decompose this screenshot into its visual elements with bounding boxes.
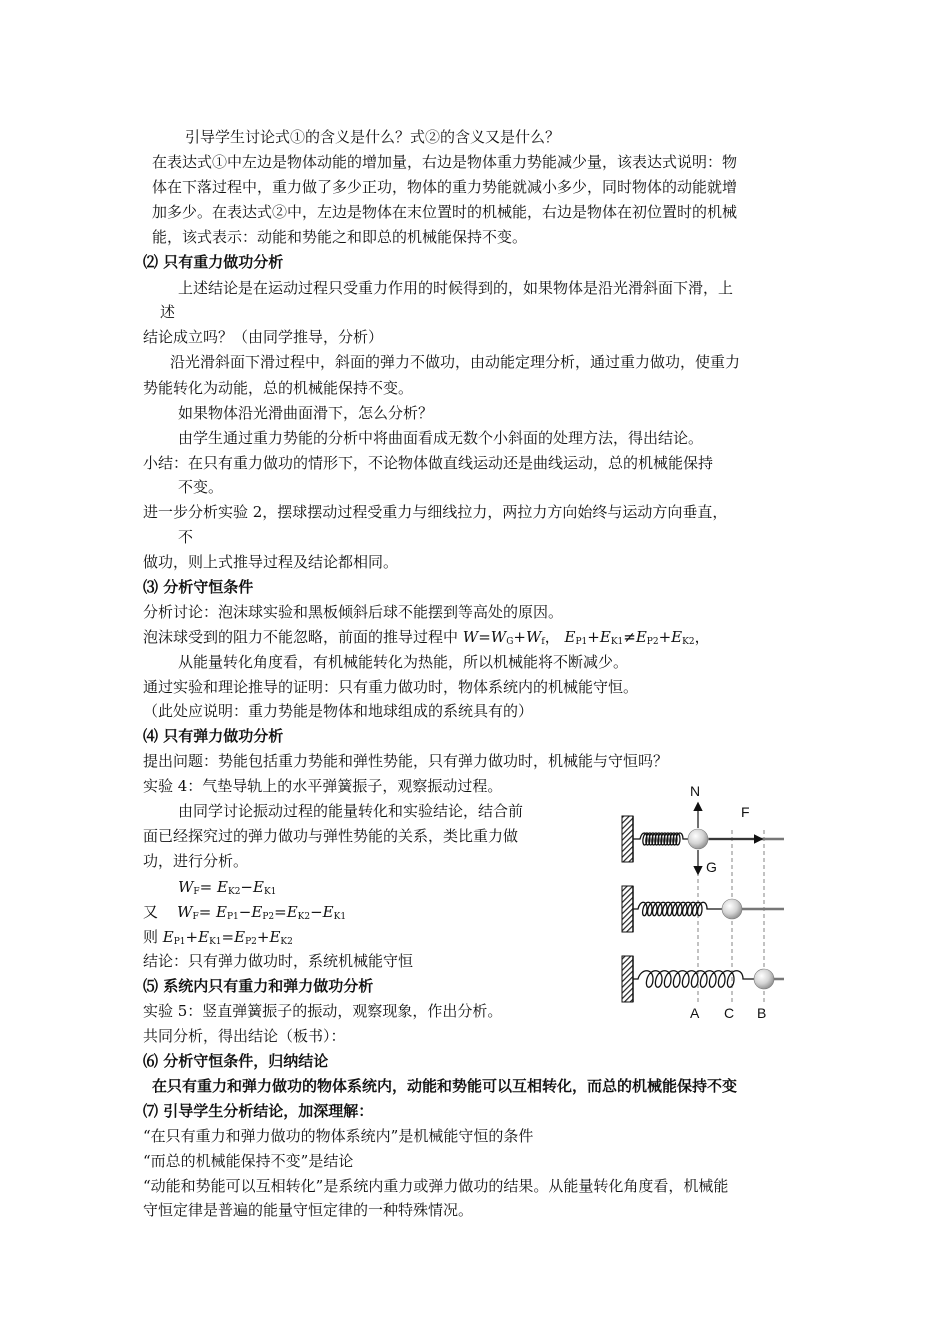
text-line: 结论：只有弹力做功时，系统机械能守恒 (143, 952, 414, 970)
formula: $W_F= E_{K2}-E_{K1}$ (178, 878, 277, 897)
formula-line (143, 627, 710, 652)
text-line: 不变。 (178, 478, 224, 496)
wall-icon (622, 816, 633, 862)
section-heading: ⑹ 分析守恒条件，归纳结论 (143, 1052, 329, 1070)
wall-icon (622, 886, 633, 932)
spring-oscillator-diagram (612, 776, 797, 1026)
text-line: 体在下落过程中，重力做了多少正功，物体的重力势能就减小多少，同时物体的动能就增 (152, 178, 738, 196)
text-line: 通过实验和理论推导的证明：只有重力做功时，物体系统内的机械能守恒。 (143, 678, 639, 696)
text-line: 结论成立吗？（由同学推导，分析） (143, 328, 384, 346)
text-line: 如果物体沿光滑曲面滑下，怎么分析？ (178, 404, 434, 422)
section-heading: ⑵ 只有重力做功分析 (143, 253, 284, 271)
formula: $E_{P1}+E_{K1}=E_{P2}+E_{K2}$ (162, 928, 293, 947)
formula-line (143, 902, 346, 927)
formula: $W_F= E_{P1}-E_{P2}=E_{K2}-E_{K1}$ (177, 903, 347, 922)
text-line: 在表达式①中左边是物体动能的增加量，右边是物体重力势能减少量，该表达式说明：物 (152, 153, 738, 171)
text-line: 守恒定律是普遍的能量守恒定律的一种特殊情况。 (143, 1201, 474, 1219)
ball-icon (688, 829, 708, 849)
text-line: 进一步分析实验 2，摆球摆动过程受重力与细线拉力，两拉力方向始终与运动方向垂直， (143, 503, 728, 521)
wall-icon (622, 956, 633, 1002)
text-line: 小结：在只有重力做功的情形下，不论物体做直线运动还是曲线运动，总的机械能保持 (143, 454, 714, 472)
text-line: 由同学讨论振动过程的能量转化和实验结论，结合前 (178, 802, 524, 820)
ball-icon (722, 899, 742, 919)
text-line: 做功，则上式推导过程及结论都相同。 (143, 553, 399, 571)
text-line: （此处应说明：重力势能是物体和地球组成的系统具有的） (143, 702, 534, 720)
position-label-c: C (724, 1005, 735, 1021)
text-line: “而总的机械能保持不变”是结论 (143, 1152, 354, 1170)
text-line: 提出问题：势能包括重力势能和弹性势能，只有弹力做功时，机械能与守恒吗？ (143, 752, 669, 770)
text-line: 共同分析，得出结论（板书）： (143, 1027, 346, 1045)
conclusion-text: 在只有重力和弹力做功的物体系统内，动能和势能可以互相转化，而总的机械能保持不变 (152, 1077, 738, 1095)
text-line: “动能和势能可以互相转化”是系统内重力或弹力做功的结果。从能量转化角度看，机械能 (143, 1177, 729, 1195)
text-line: 又 (143, 903, 159, 921)
text-line: 则 (143, 928, 159, 946)
spring-icon (633, 971, 754, 988)
formula: $W=W_G+W_f$， $E_{P1}+E_{K1}\ne E_{P2}+E_{K2}$， (462, 628, 710, 647)
text-line: 上述结论是在运动过程只受重力作用的时候得到的，如果物体是沿光滑斜面下滑，上 (178, 279, 734, 297)
text-line: 泡沫球受到的阻力不能忽略，前面的推导过程中 (143, 628, 463, 646)
text-line: 加多少。在表达式②中，左边是物体在末位置时的机械能，右边是物体在初位置时的机械 (152, 203, 738, 221)
position-label-b: B (757, 1005, 767, 1021)
formula-line (143, 927, 293, 952)
position-label-a: A (690, 1005, 700, 1021)
text-line: 从能量转化角度看，有机械能转化为热能，所以机械能将不断减少。 (178, 653, 629, 671)
text-line: 引导学生讨论式①的含义是什么？式②的含义又是什么？ (185, 128, 561, 146)
section-heading: ⑺ 引导学生分析结论，加深理解： (143, 1102, 374, 1120)
section-heading: ⑸ 系统内只有重力和弹力做功分析 (143, 977, 374, 995)
force-label-g: G (706, 859, 717, 875)
force-label-n: N (690, 783, 701, 799)
spring-icon (633, 902, 722, 916)
section-heading: ⑶ 分析守恒条件 (143, 578, 254, 596)
spring-icon (633, 833, 688, 845)
text-line: 能，该式表示：动能和势能之和即总的机械能保持不变。 (152, 228, 528, 246)
text-line: “在只有重力和弹力做功的物体系统内”是机械能守恒的条件 (143, 1127, 534, 1145)
force-label-f: F (741, 804, 750, 820)
text-line: 不 (178, 528, 194, 546)
text-line: 面已经探究过的弹力做功与弹性势能的关系，类比重力做 (143, 827, 519, 845)
text-line: 述 (160, 303, 176, 321)
text-line: 功，进行分析。 (143, 852, 249, 870)
text-line: 分析讨论：泡沫球实验和黑板倾斜后球不能摆到等高处的原因。 (143, 603, 564, 621)
text-line: 势能转化为动能，总的机械能保持不变。 (143, 379, 414, 397)
text-line: 实验 5：竖直弹簧振子的振动，观察现象，作出分析。 (143, 1002, 503, 1020)
ball-icon (754, 969, 774, 989)
section-heading: ⑷ 只有弹力做功分析 (143, 727, 284, 745)
text-line: 实验 4：气垫导轨上的水平弹簧振子，观察振动过程。 (143, 777, 503, 795)
text-line: 沿光滑斜面下滑过程中，斜面的弹力不做功，由动能定理分析，通过重力做功，使重力 (170, 353, 741, 371)
text-line: 由学生通过重力势能的分析中将曲面看成无数个小斜面的处理方法，得出结论。 (178, 429, 704, 447)
